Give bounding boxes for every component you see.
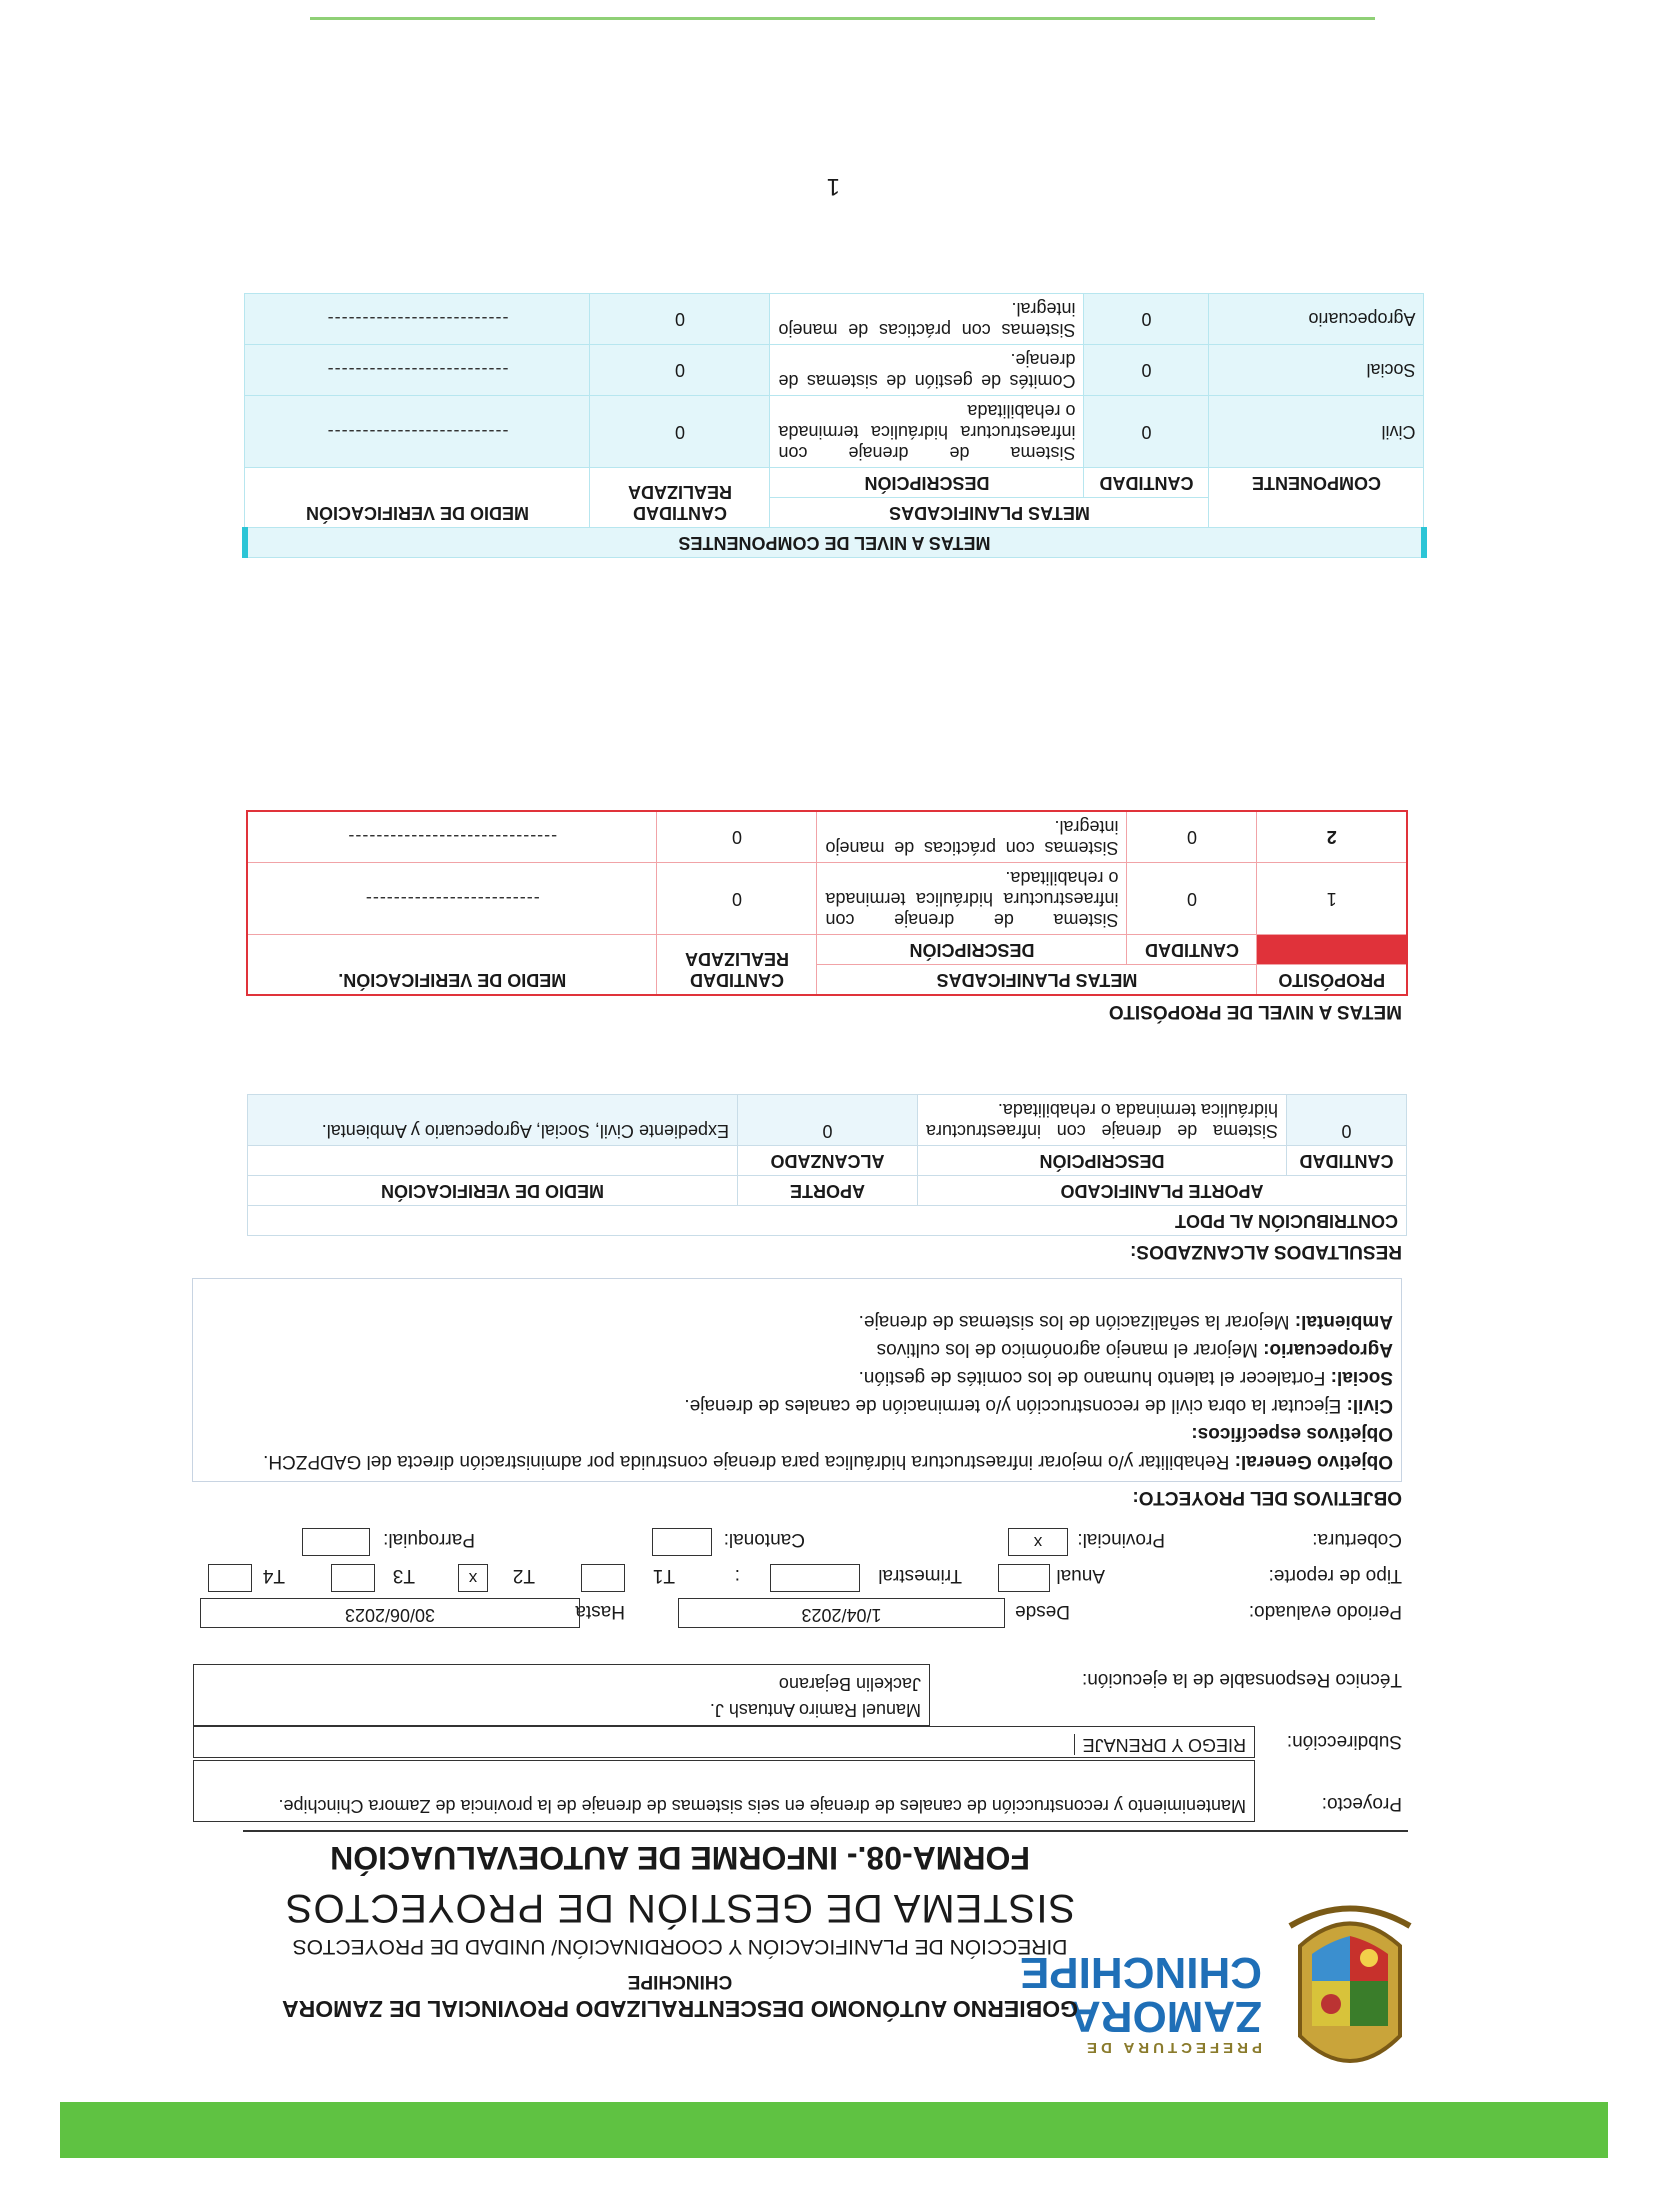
prop-num: 2 <box>1257 811 1407 863</box>
objetivo-general-label: Objetivo General: <box>1234 1451 1393 1472</box>
page-number: 1 <box>826 173 840 200</box>
objetivo-civil-text: Ejecutar la obra civil de reconstrucción y/o terminación de canales de drenaje. <box>684 1395 1342 1416</box>
objetivo-ambiental <box>201 1307 1393 1335</box>
provincial-label: Provincial: <box>1077 1529 1165 1550</box>
parroquial-checkbox <box>302 1528 370 1556</box>
res-descripcion: Sistema de drenaje con infraestructura hidráulica terminada o rehabilitada. <box>918 1095 1287 1146</box>
proyecto-label: Proyecto: <box>1321 1793 1402 1814</box>
t4-label: T4 <box>262 1565 285 1586</box>
comp-realizada: 0 <box>590 294 770 345</box>
objetivos-title: OBJETIVOS DEL PROYECTO: <box>1132 1487 1402 1508</box>
trimestral-label: Trimestral <box>878 1565 962 1586</box>
coat-of-arms-icon <box>1280 1896 1420 2076</box>
col-medio: MEDIO DE VERIFICACIÓN. <box>247 935 657 996</box>
proposito-title: METAS A NIVEL DE PROPÓSITO <box>1108 1001 1402 1022</box>
prop-medio: ------------------------- <box>247 863 657 935</box>
col-cantidad-real: CANTIDAD REALIZADA <box>590 468 770 528</box>
tipo-label: Tipo de reporte: <box>1268 1565 1402 1586</box>
desde-label: Desde <box>1015 1601 1070 1622</box>
provincial-checkbox: x <box>1008 1528 1068 1556</box>
comp-realizada: 0 <box>590 396 770 468</box>
col-metas: METAS PLANIFICADAS <box>817 965 1257 996</box>
logo-big-text <box>1019 1948 1262 2041</box>
table-row <box>248 1095 1407 1146</box>
objetivo-amb-text: Mejorar la señalización de los sistemas de drenaje. <box>858 1311 1290 1332</box>
t2-checkbox: x <box>458 1564 488 1592</box>
descripcion-header: DESCRIPCIÓN <box>918 1146 1287 1176</box>
res-cantidad: 0 <box>1287 1095 1407 1146</box>
prop-realizada: 0 <box>657 863 817 935</box>
table-row <box>245 345 1424 396</box>
col-proposito: PROPÓSITO <box>1257 965 1407 996</box>
objetivo-social <box>201 1363 1393 1391</box>
tecnico-name-2: Jackelin Bejarano <box>778 1674 921 1694</box>
aporte-planificado-header: APORTE PLANIFICADO <box>918 1176 1407 1206</box>
componentes-title: METAS A NIVEL DE COMPONENTES <box>245 528 1424 558</box>
hasta-label: Hasta <box>575 1601 625 1622</box>
tecnico-name-1: Manuel Ramiro Antuash J. <box>709 1700 921 1720</box>
sub-cantidad: CANTIDAD <box>1084 468 1209 498</box>
proposito-red-cell <box>1257 935 1407 965</box>
desde-field: 1/04/2023 <box>678 1598 1005 1628</box>
prop-cantidad: 0 <box>1127 863 1257 935</box>
comp-cantidad: 0 <box>1084 396 1209 468</box>
trimestral-checkbox <box>770 1564 860 1592</box>
tipo-colon: : <box>734 1565 740 1586</box>
contrib-header: CONTRIBUCIÓN AL PDOT <box>248 1206 1407 1236</box>
proposito-table <box>246 810 1408 996</box>
header-line-3: DIRECCIÓN DE PLANIFICACIÓN Y COORDINACIÓN/ UNIDAD DE PROYECTOS <box>292 1935 1068 1958</box>
subdireccion-value: RIEGO Y DRENAJE <box>1074 1734 1246 1755</box>
sub-cantidad: CANTIDAD <box>1127 935 1257 965</box>
anual-checkbox <box>998 1564 1050 1592</box>
t1-checkbox <box>581 1564 625 1592</box>
hasta-field: 30/06/2023 <box>200 1598 580 1628</box>
t3-checkbox <box>331 1564 375 1592</box>
table-row <box>245 396 1424 468</box>
tecnico-label: Técnico Responsable de la ejecución: <box>1081 1669 1402 1690</box>
top-green-bar <box>60 2102 1608 2158</box>
medio-header: MEDIO DE VERIFICACIÓN <box>248 1176 738 1206</box>
header-line-4: SISTEMA DE GESTIÓN DE PROYECTOS <box>284 1886 1076 1930</box>
comp-descripcion: Comités de gestión de sistemas de drenaje. <box>770 345 1084 396</box>
periodo-label: Periodo evaluado: <box>1248 1601 1402 1622</box>
col-componente: COMPONENTE <box>1209 468 1424 528</box>
sub-descripcion: DESCRIPCIÓN <box>770 468 1084 498</box>
objetivo-general <box>201 1447 1393 1475</box>
res-alcanzado: 0 <box>738 1095 918 1146</box>
alcanzado-header: ALCANZADO <box>738 1146 918 1176</box>
comp-medio: -------------------------- <box>245 345 590 396</box>
prop-cantidad: 0 <box>1127 811 1257 863</box>
objetivo-agropecuario <box>201 1335 1393 1363</box>
prop-realizada: 0 <box>657 811 817 863</box>
objetivo-civil-label: Civil: <box>1346 1395 1393 1416</box>
objetivo-social-text: Fortalecer el talento humano de los comités de gestión. <box>858 1367 1326 1388</box>
objetivos-section <box>192 1278 1402 1482</box>
t3-label: T3 <box>392 1565 415 1586</box>
comp-realizada: 0 <box>590 345 770 396</box>
objetivo-amb-label: Ambiental: <box>1294 1311 1393 1332</box>
medio-subheader <box>248 1146 738 1176</box>
header-line-2: CHINCHIPE <box>627 1971 733 1992</box>
comp-descripcion: Sistema de drenaje con infraestructura hidráulica terminada o rehabilitada <box>770 396 1084 468</box>
col-metas: METAS PLANIFICADAS <box>770 498 1209 528</box>
prop-medio: ------------------------------ <box>247 811 657 863</box>
cantonal-label: Cantonal: <box>723 1529 805 1550</box>
comp-cantidad: 0 <box>1084 294 1209 345</box>
col-cantidad-real: CANTIDAD REALIZADA <box>657 935 817 996</box>
bottom-green-line <box>310 17 1375 20</box>
objetivos-especificos-label <box>201 1419 1393 1447</box>
tecnico-field <box>193 1664 930 1726</box>
cobertura-label: Cobertura: <box>1312 1529 1402 1550</box>
table-row <box>247 811 1407 863</box>
objetivo-civil <box>201 1391 1393 1419</box>
comp-medio: -------------------------- <box>245 396 590 468</box>
comp-componente: Civil <box>1209 396 1424 468</box>
objetivo-agro-label: Agropecuario: <box>1263 1339 1393 1360</box>
resultados-title: RESULTADOS ALCANZADOS: <box>1130 1241 1402 1262</box>
form-title: FORMA-08.- INFORME DE AUTOEVALUACIÓN <box>330 1840 1030 1876</box>
sub-descripcion: DESCRIPCIÓN <box>817 935 1127 965</box>
header-rule <box>243 1830 1408 1832</box>
t1-label: T1 <box>652 1565 675 1586</box>
table-row <box>245 294 1424 345</box>
comp-descripcion: Sistemas con prácticas de manejo integral. <box>770 294 1084 345</box>
comp-medio: -------------------------- <box>245 294 590 345</box>
comp-componente: Agropecuario <box>1209 294 1424 345</box>
objetivo-general-text: Rehabilitar y/o mejorar infraestructura hidráulica para drenaje construida por administración directa del GADPZCH. <box>263 1451 1230 1472</box>
logo-word-chinchipe: CHINCHIPE <box>1019 1948 1262 1997</box>
componentes-table <box>242 293 1427 558</box>
res-medio: Expediente Civil, Social, Agropecuario y Ambiental. <box>248 1095 738 1146</box>
prop-num: 1 <box>1257 863 1407 935</box>
cantonal-checkbox <box>652 1528 712 1556</box>
resultados-table <box>247 1094 1407 1236</box>
parroquial-label: Parroquial: <box>383 1529 475 1550</box>
subdireccion-label: Subdirección: <box>1286 1731 1402 1752</box>
comp-componente: Social <box>1209 345 1424 396</box>
anual-label: Anual <box>1056 1565 1105 1586</box>
proyecto-field: Mantenimiento y reconstrucción de canales de drenaje en seis sistemas de drenaje de la provincia de Zamora Chinchipe. <box>193 1760 1255 1822</box>
prop-descripcion: Sistemas con prácticas de manejo integral. <box>817 811 1127 863</box>
objetivo-agro-text: Mejorar el manejo agronómico de los cultivos <box>876 1339 1258 1360</box>
subdireccion-field <box>193 1726 1255 1758</box>
col-medio: MEDIO DE VERIFICACIÓN <box>245 468 590 528</box>
cantidad-header: CANTIDAD <box>1287 1146 1407 1176</box>
t4-checkbox <box>208 1564 252 1592</box>
objetivo-social-label: Social: <box>1330 1367 1393 1388</box>
logo-small-text: PREFECTURA DE <box>1083 2039 1262 2056</box>
prop-descripcion: Sistema de drenaje con infraestructura hidráulica terminada o rehabilitada. <box>817 863 1127 935</box>
logo-word-zamora: ZAMORA <box>1068 1992 1262 2041</box>
table-row <box>247 863 1407 935</box>
aporte-header: APORTE <box>738 1176 918 1206</box>
header-line-1: GOBIERNO AUTÓNOMO DESCENTRALIZADO PROVINCIAL DE ZAMORA <box>281 1996 1079 2022</box>
t2-label: T2 <box>512 1565 535 1586</box>
comp-cantidad: 0 <box>1084 345 1209 396</box>
objetivos-especificos-heading: Objetivos específicos: <box>1191 1423 1393 1444</box>
